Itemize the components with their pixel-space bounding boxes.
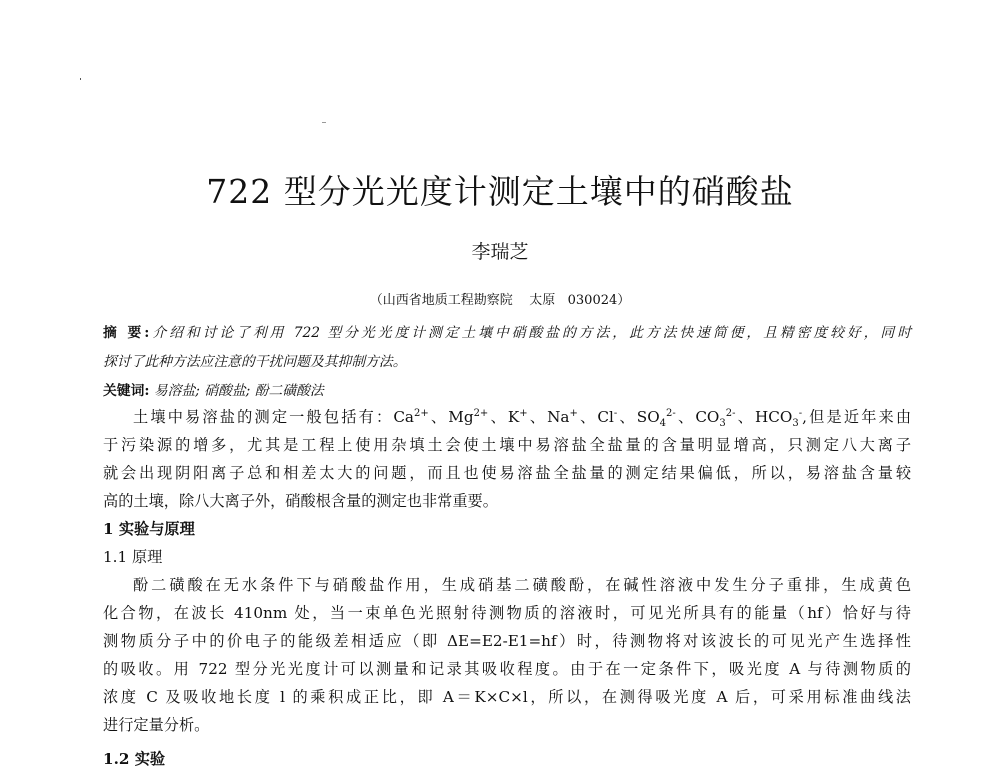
ion-co3: $CO_3^{2-}$ (695, 407, 736, 430)
intro-text: 土壤中易溶盐的测定一般包括有： (133, 408, 394, 426)
ion-hco3: $HCO_3^-$ (755, 407, 803, 430)
paper-title: 722 型分光光度计测定土壤中的硝酸盐 (206, 172, 794, 211)
ion-ca: $Ca^{2+}$ (393, 407, 429, 426)
intro-line-2: 于污染源的增多，尤其是工程上使用杂填土会使土壤中易溶盐全盐量的含量明显增高，只测定八大离子 (103, 436, 911, 454)
keywords-line (103, 379, 911, 399)
keywords-label: 关键词: (103, 383, 150, 399)
scan-speck (80, 78, 81, 80)
abstract-line-2: 探讨了此种方法应注意的干扰问题及其抑制方法。 (103, 354, 407, 370)
abstract-line-1 (103, 321, 911, 341)
principle-line-6: 进行定量分析。 (103, 716, 210, 734)
principle-line-3: 测物质分子中的价电子的能级差相适应（即 ΔE=E2-E1=hf）时，待测物将对该波长的可见光产生选择性 (103, 632, 911, 650)
separator: 、 (675, 408, 696, 426)
separator: 、 (428, 408, 449, 426)
keywords-text: 易溶盐; 硝酸盐; 酚二磺酸法 (149, 383, 324, 399)
separator: 、 (488, 408, 508, 426)
principle-line-1: 酚二磺酸在无水条件下与硝酸盐作用，生成硝基二磺酸酚，在碱性溶液中发生分子重排，生成黄色 (133, 576, 911, 594)
ion-so4: $SO_4^{2-}$ (636, 407, 676, 430)
intro-line-1 (133, 406, 912, 430)
author-name: 李瑞芝 (471, 241, 529, 263)
ion-k: K+ (507, 407, 528, 426)
scan-speck (322, 122, 326, 123)
principle-line-4: 的吸收。用 722 型分光光度计可以测量和记录其吸收程度。由于在一定条件下，吸光度 A 与待测物质的 (103, 660, 911, 678)
ion-na: Na+ (547, 407, 578, 426)
author-affiliation: （山西省地质工程勘察院 太原 030024） (369, 293, 631, 308)
principle-line-2: 化合物，在波长 410nm 处，当一束单色光照射待测物质的溶液时，可见光所具有的能量（hf）恰好与待 (103, 604, 911, 622)
subsection-1-2-heading: 1.2 实验 (103, 750, 166, 768)
intro-line-4: 高的土壤，除八大离子外，硝酸根含量的测定也非常重要。 (103, 492, 498, 510)
principle-line-5: 浓度 C 及吸收地长度 l 的乘积成正比，即 A＝K×C×l，所以，在测得吸光度 A 后，可采用标准曲线法 (103, 688, 911, 706)
abstract-label: 摘 要: (103, 325, 150, 341)
ion-mg: $Mg^{2+}$ (448, 407, 489, 426)
subsection-1-1-heading: 1.1 原理 (103, 548, 163, 566)
ion-cl: Cl- (597, 407, 618, 426)
separator: 、 (577, 408, 598, 426)
separator: 、 (527, 408, 548, 426)
separator: 、 (617, 408, 637, 426)
separator: 、 (735, 408, 756, 426)
intro-line-3: 就会出现阴阳离子总和相差太大的问题，而且也使易溶盐全盐量的测定结果偏低，所以，易溶盐含量较 (103, 464, 911, 482)
section-1-heading: 1 实验与原理 (103, 520, 195, 538)
abstract-text: 介绍和讨论了利用 722 型分光光度计测定土壤中硝酸盐的方法，此方法快速简便，且精密度较好，同时 (149, 325, 911, 341)
intro-text: ,但是近年来由 (802, 408, 912, 426)
